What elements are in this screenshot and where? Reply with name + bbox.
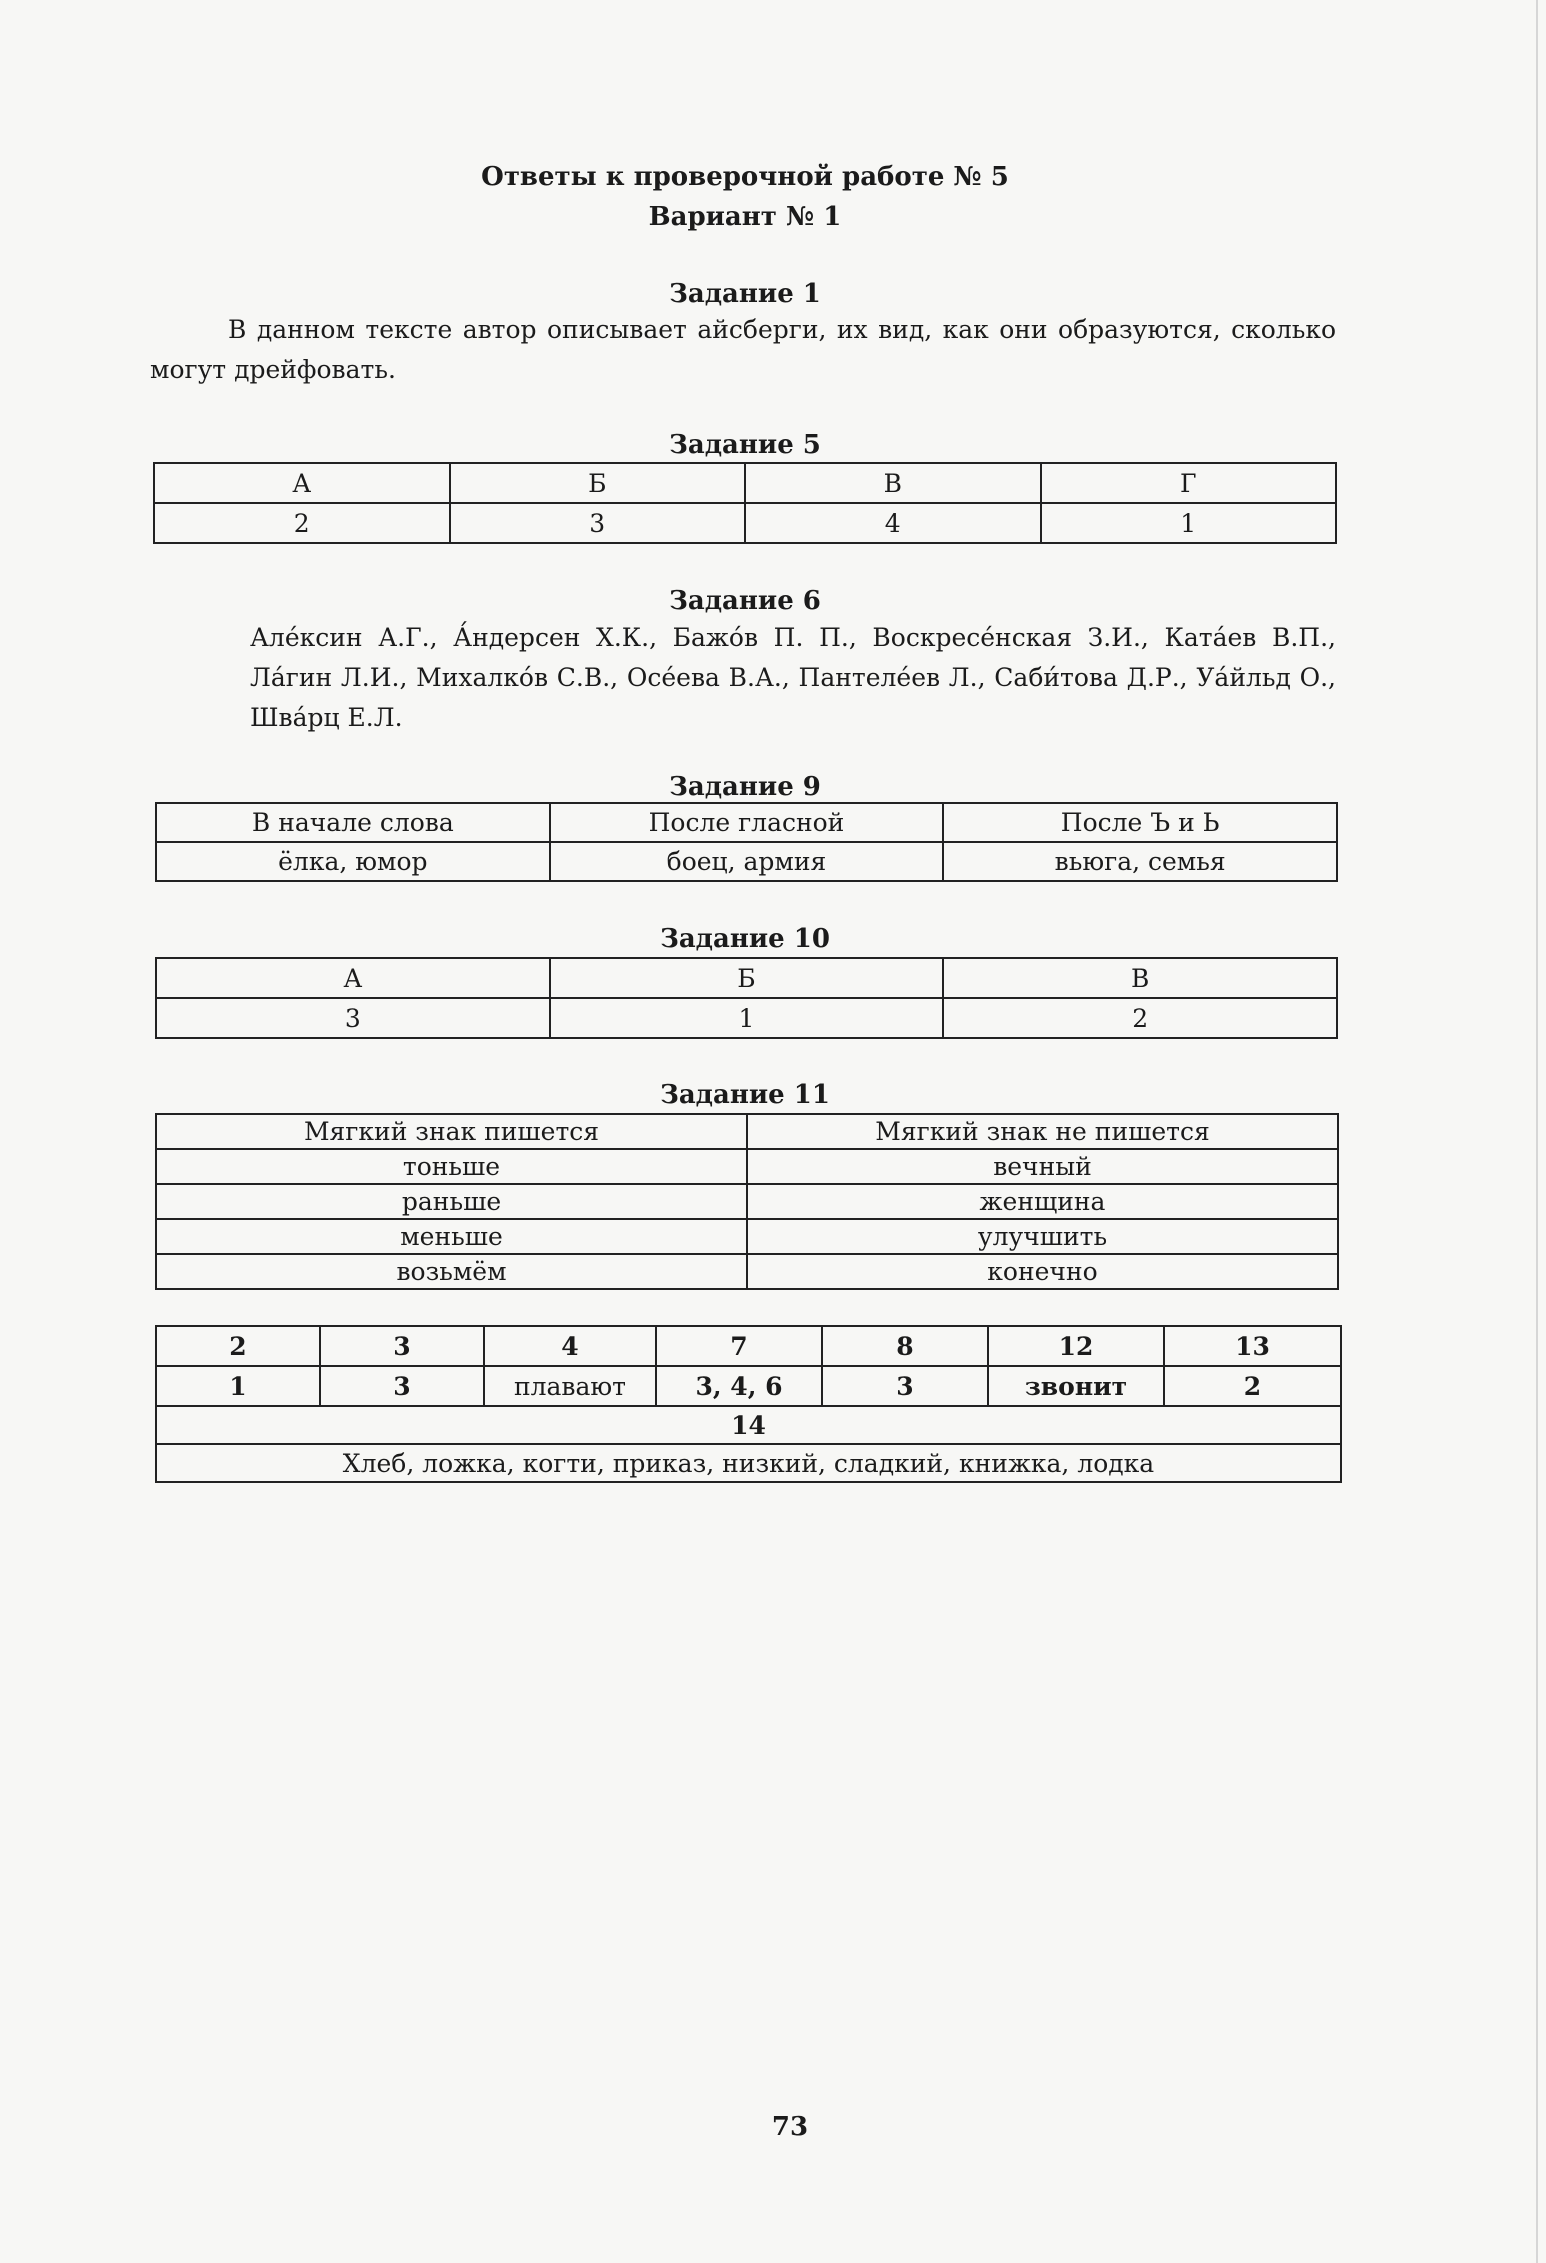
task6-heading: Задание 6 — [669, 586, 821, 616]
summary-task-number: 7 — [656, 1326, 822, 1366]
task1-heading: Задание 1 — [669, 279, 821, 309]
summary-answer: 3, 4, 6 — [656, 1366, 822, 1406]
task9-header-cell: После Ъ и Ь — [943, 803, 1337, 842]
task5-header-cell: А — [154, 463, 450, 503]
task10-heading: Задание 10 — [660, 924, 830, 954]
task11-cell: меньше — [156, 1219, 747, 1254]
summary-task-number: 12 — [988, 1326, 1164, 1366]
task5-header-cell: Г — [1041, 463, 1337, 503]
variant-title: Вариант № 1 — [648, 202, 842, 232]
summary-answer: плавают — [484, 1366, 656, 1406]
task9-heading: Задание 9 — [669, 772, 821, 802]
task5-table — [153, 462, 1337, 544]
task11-cell: женщина — [747, 1184, 1338, 1219]
summary-task-number: 2 — [156, 1326, 320, 1366]
page-number: 73 — [771, 2112, 809, 2142]
task9-cell: ёлка, юмор — [156, 842, 550, 881]
task10-header-cell: А — [156, 958, 550, 998]
task11-table — [155, 1113, 1339, 1290]
task9-cell: вьюга, семья — [943, 842, 1337, 881]
task11-cell: вечный — [747, 1149, 1338, 1184]
summary-task-number: 13 — [1164, 1326, 1341, 1366]
summary-answer: 3 — [320, 1366, 484, 1406]
task5-header-cell: В — [745, 463, 1041, 503]
task5-header-cell: Б — [450, 463, 746, 503]
task10-cell: 2 — [943, 998, 1337, 1038]
summary-task-number: 4 — [484, 1326, 656, 1366]
task5-cell: 4 — [745, 503, 1041, 543]
task10-table — [155, 957, 1338, 1039]
scan-edge-line — [1536, 0, 1538, 2263]
task11-header-cell: Мягкий знак не пишется — [747, 1114, 1338, 1149]
task11-cell: улучшить — [747, 1219, 1338, 1254]
task11-cell: конечно — [747, 1254, 1338, 1289]
task5-cell: 1 — [1041, 503, 1337, 543]
task11-heading: Задание 11 — [660, 1080, 830, 1110]
task11-cell: возьмём — [156, 1254, 747, 1289]
task9-cell: боец, армия — [550, 842, 944, 881]
task5-cell: 2 — [154, 503, 450, 543]
task11-cell: тоньше — [156, 1149, 747, 1184]
summary-answer: звонит — [988, 1366, 1164, 1406]
task14-answer: Хлеб, ложка, когти, приказ, низкий, сладкий, книжка, лодка — [156, 1444, 1341, 1482]
task11-header-cell: Мягкий знак пишется — [156, 1114, 747, 1149]
task11-cell: раньше — [156, 1184, 747, 1219]
summary-table — [155, 1325, 1342, 1483]
page-title: Ответы к проверочной работе № 5 — [481, 162, 1009, 192]
task10-cell: 1 — [550, 998, 944, 1038]
task1-text: В данном тексте автор описывает айсберги, их вид, как они образуются, сколько могут дрейфовать. — [150, 315, 1336, 384]
summary-task-number: 3 — [320, 1326, 484, 1366]
summary-answer: 1 — [156, 1366, 320, 1406]
task10-header-cell: Б — [550, 958, 944, 998]
task5-cell: 3 — [450, 503, 746, 543]
task10-cell: 3 — [156, 998, 550, 1038]
task9-table — [155, 802, 1338, 882]
task6-text: Але́ксин А.Г., А́ндерсен Х.К., Бажо́в П. П., Воскресе́нская З.И., Ката́ев В.П., Ла́гин Л.И., Михалко́в С.В., Осе́ева В.А., Пантеле́ев Л., Саби́това Д.Р., Уа́йльд О., Шва́рц Е.Л. — [250, 623, 1336, 732]
task14-label: 14 — [156, 1406, 1341, 1444]
task9-header-cell: В начале слова — [156, 803, 550, 842]
task10-header-cell: В — [943, 958, 1337, 998]
summary-task-number: 8 — [822, 1326, 988, 1366]
task5-heading: Задание 5 — [669, 430, 821, 460]
task9-header-cell: После гласной — [550, 803, 944, 842]
summary-answer: 3 — [822, 1366, 988, 1406]
summary-answer: 2 — [1164, 1366, 1341, 1406]
